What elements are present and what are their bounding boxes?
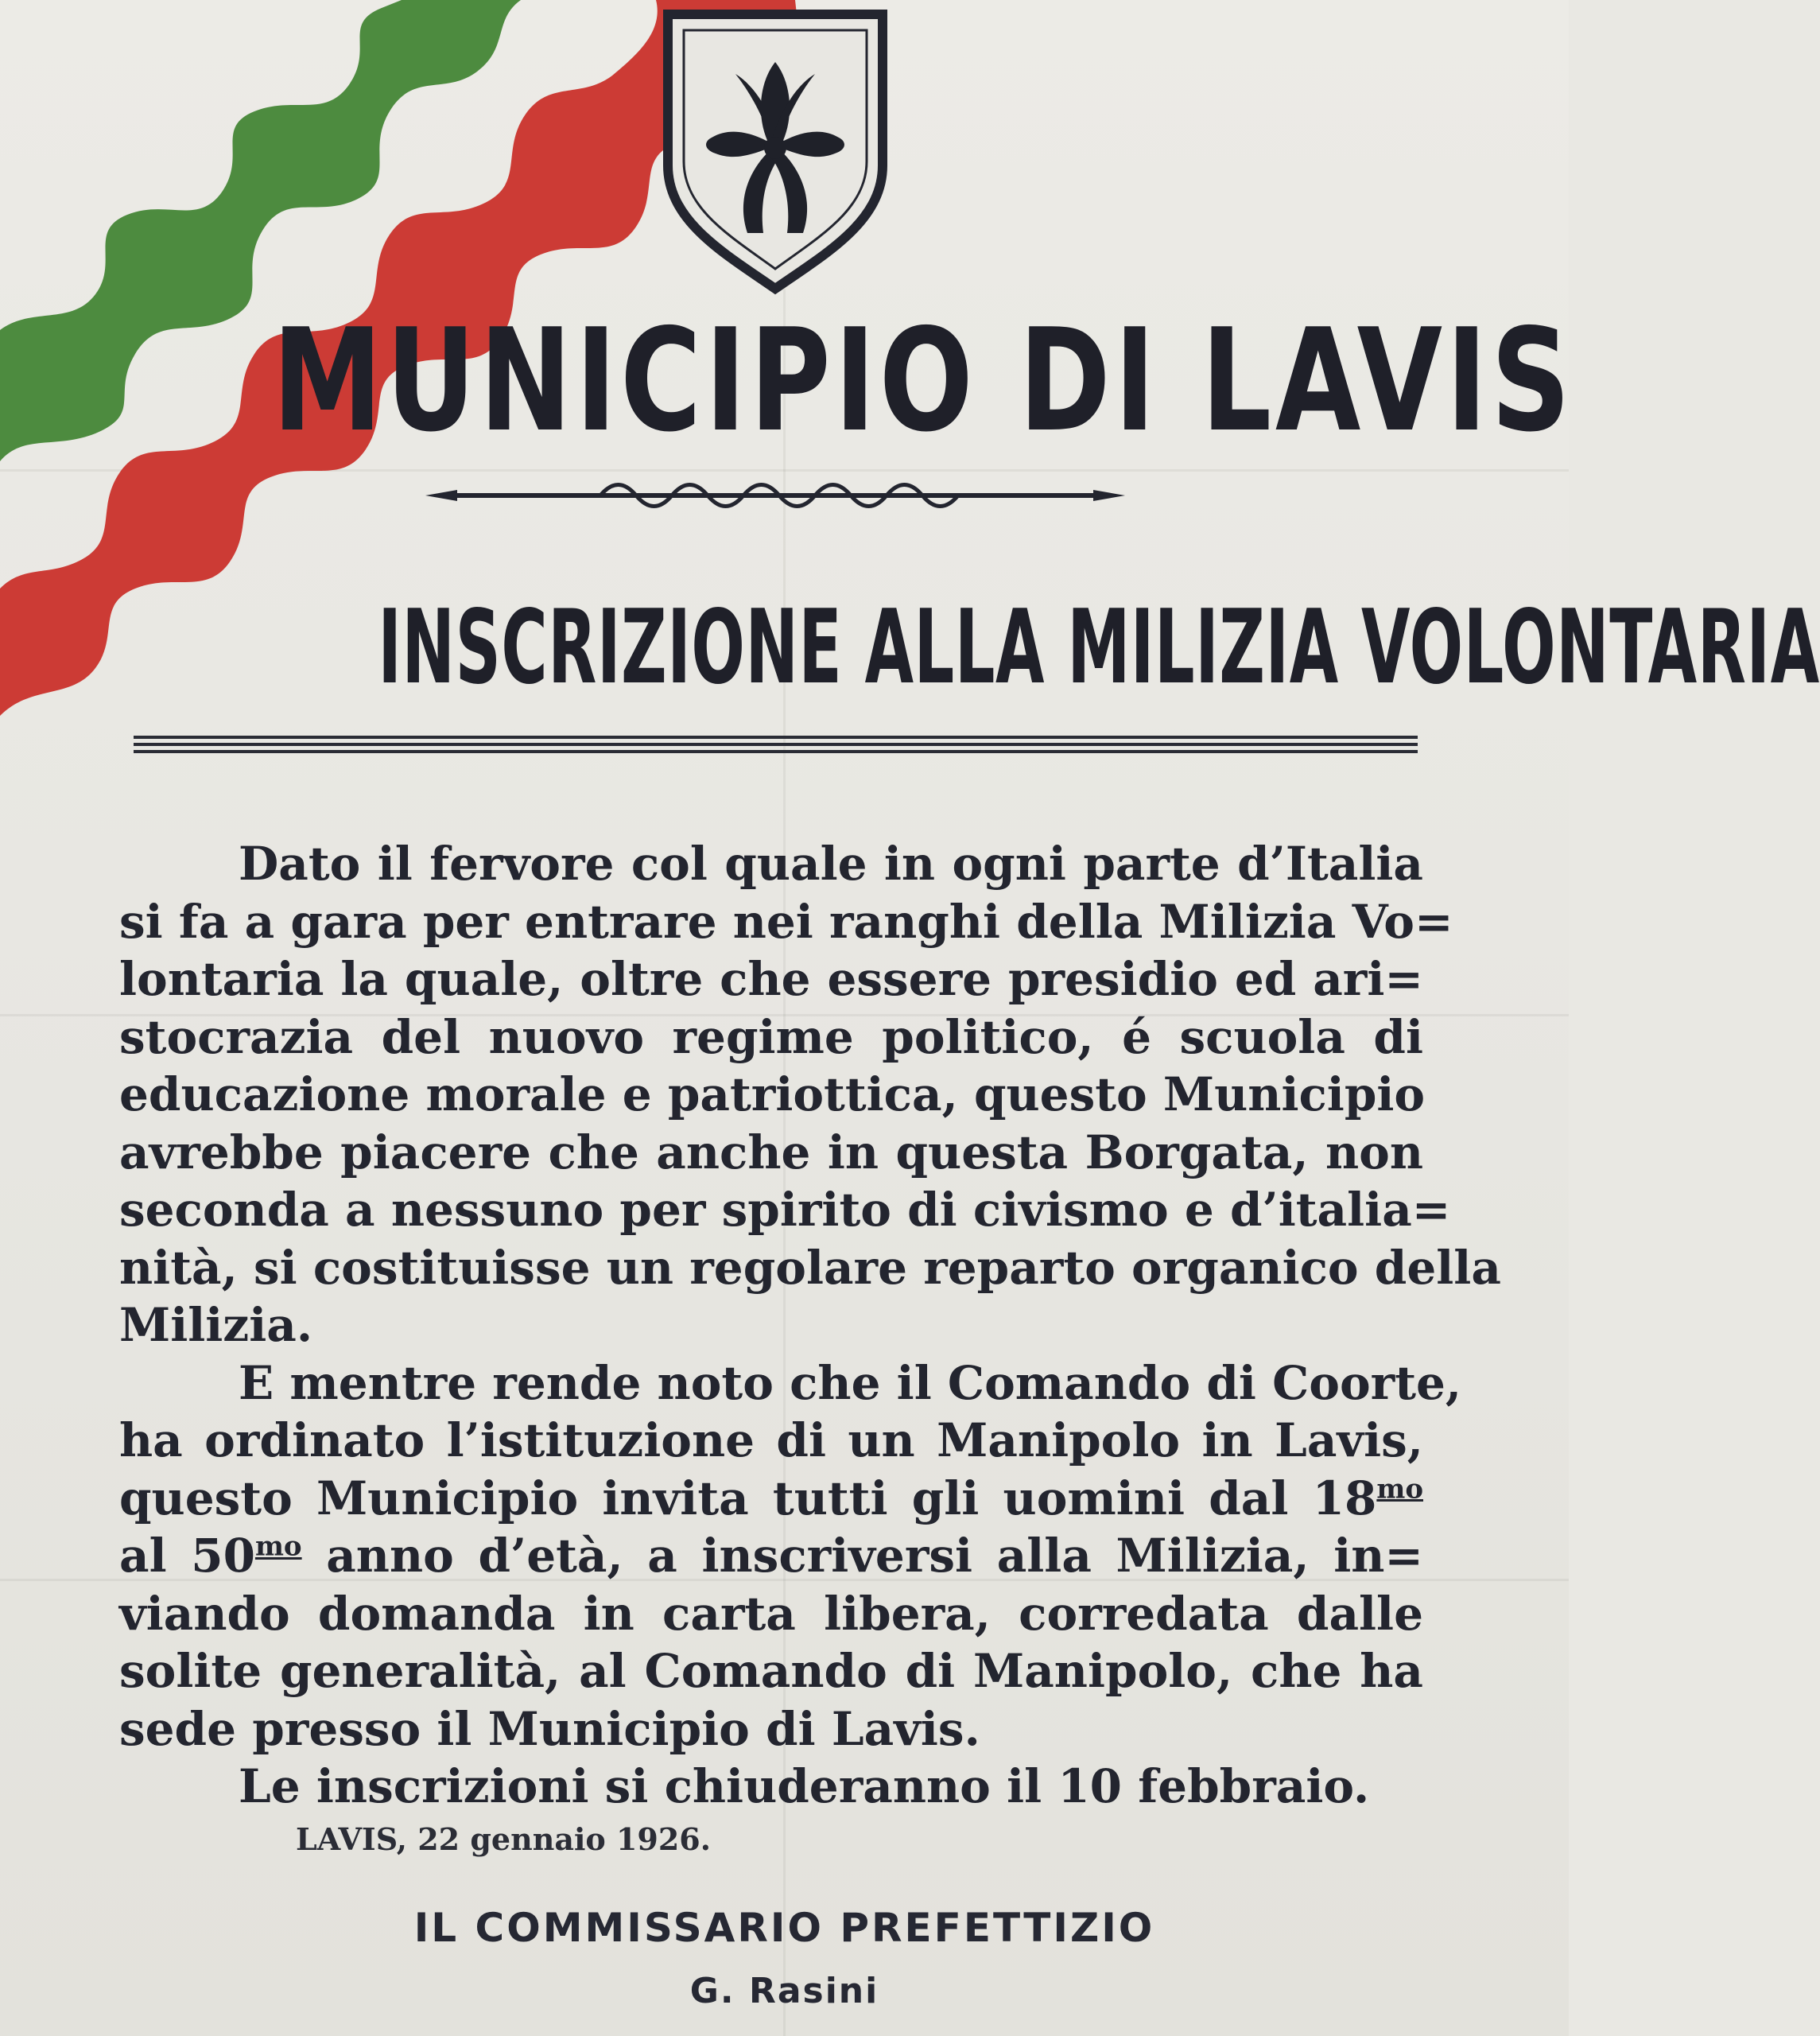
- body-line: si fa a gara per entrare nei ranghi della Milizia Vo=: [119, 894, 1453, 949]
- body-line: educazione morale e patriottica, questo Municipio: [119, 1067, 1426, 1121]
- municipality-title: MUNICIPIO DI LAVIS: [272, 298, 1574, 463]
- closing-line: Le inscrizioni si chiuderanno il 10 febbraio.: [239, 1759, 1370, 1813]
- ordinal-suffix: mo: [254, 1530, 302, 1563]
- body-line: nità, si costituisse un regolare reparto organico della: [119, 1240, 1501, 1295]
- body-line: [119, 1527, 1423, 1585]
- body-line: viando domanda in carta libera, corredata dalle: [119, 1586, 1423, 1641]
- body-text-segment: anno d’età, a inscriversi alla Milizia, in=: [301, 1529, 1423, 1583]
- body-text-segment: questo Municipio invita tutti gli uomini dal 18: [119, 1471, 1377, 1525]
- signatory-title: IL COMMISSARIO PREFETTIZIO: [413, 1905, 1155, 1951]
- body-line: sede presso il Municipio di Lavis.: [119, 1701, 980, 1756]
- body-line: stocrazia del nuovo regime politico, é scuola di: [119, 1009, 1423, 1064]
- body-text-segment: al 50: [119, 1529, 255, 1583]
- body-line: lontaria la quale, oltre che essere presidio ed ari=: [119, 952, 1423, 1006]
- coat-of-arms-emblem: [660, 6, 891, 293]
- body-line: solite generalità, al Comando di Manipolo, che ha: [119, 1644, 1423, 1698]
- body-line: ha ordinato l’istituzione di un Manipolo in Lavis,: [119, 1413, 1423, 1467]
- body-line: Dato il fervore col quale in ogni parte d’Italia: [239, 837, 1423, 891]
- date-line: LAVIS, 22 gennaio 1926.: [296, 1821, 711, 1857]
- double-rule-divider: [134, 736, 1418, 760]
- ordinal-suffix: mo: [1376, 1473, 1423, 1506]
- decorative-divider: [425, 476, 1125, 515]
- body-line: [119, 1470, 1423, 1528]
- body-line: seconda a nessuno per spirito di civismo e d’italia=: [119, 1183, 1451, 1237]
- notice-heading: INSCRIZIONE ALLA MILIZIA VOLONTARIA: [378, 589, 1820, 707]
- body-line: E mentre rende noto che il Comando di Coorte,: [239, 1355, 1462, 1410]
- notice-body: [119, 835, 1501, 1816]
- body-line: avrebbe piacere che anche in questa Borgata, non: [119, 1125, 1423, 1179]
- signatory-name: G. Rasini: [689, 1971, 879, 2011]
- body-line: Milizia.: [119, 1298, 313, 1352]
